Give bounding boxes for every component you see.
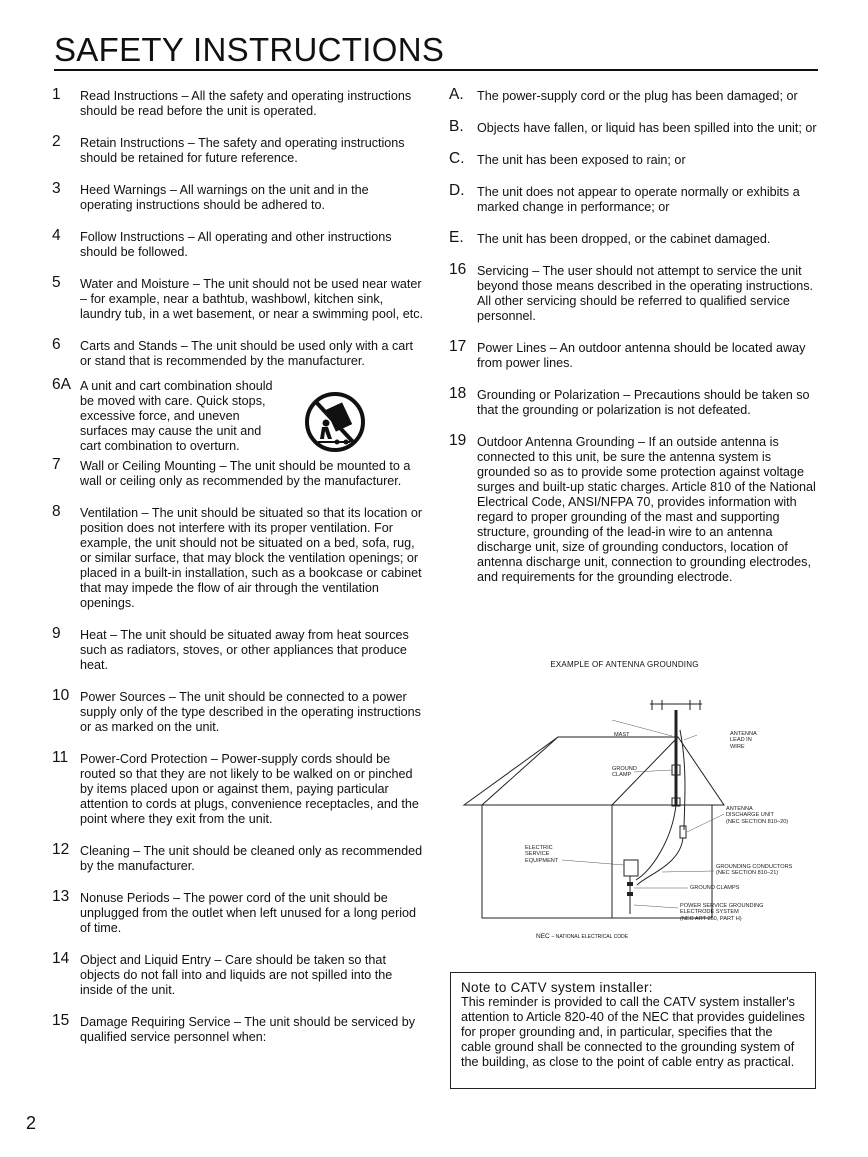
list-item — [449, 385, 821, 418]
list-item — [449, 261, 821, 324]
item-text: Servicing – The user should not attempt to service the unit beyond those means described in the operating instructions. All other servicing should be referred to qualified service personnel. — [477, 264, 814, 323]
item-text: Heed Warnings – All warnings on the unit and in the operating instructions should be adhered to. — [80, 183, 369, 212]
item-text: Ventilation – The unit should be situated so that its location or position does not interfere with its proper ventilation. For example, the unit should not be situated on a bed, sofa, rug, or similar surface, that may block the ventilation openings; or placed in a built-in installation, such as a bookcase or cabinet that may impede the flow of air through the ventilation openings. — [80, 506, 423, 610]
catv-note-box — [450, 972, 816, 1089]
item-text: Carts and Stands – The unit should be used only with a cart or stand that is recommended by the manufacturer. — [80, 339, 414, 368]
item-text: Wall or Ceiling Mounting – The unit should be mounted to a wall or ceiling only as recommended by the manufacturer. — [80, 459, 411, 488]
list-item — [449, 118, 821, 136]
item-number: 19 — [449, 432, 467, 449]
nec-legend: NEC – NATIONAL ELECTRICAL CODE — [536, 933, 629, 940]
note-title: Note to CATV system installer: — [461, 980, 653, 995]
item-number: A. — [449, 86, 464, 103]
item-text: Objects have fallen, or liquid has been spilled into the unit; or — [477, 121, 817, 135]
list-item — [52, 180, 424, 213]
antenna-grounding-diagram — [452, 660, 822, 950]
item-text: Power Sources – The unit should be connected to a power supply only of the type described in the operating instructions or as marked on the unit. — [80, 690, 421, 734]
list-item — [449, 182, 821, 215]
list-item — [449, 229, 821, 247]
diagram-title: EXAMPLE OF ANTENNA GROUNDING — [550, 660, 699, 669]
item-number: 1 — [52, 86, 61, 103]
right-column — [449, 86, 821, 602]
item-text: Retain Instructions – The safety and operating instructions should be retained for future reference. — [80, 136, 405, 165]
list-item — [52, 625, 424, 673]
item-number: 14 — [52, 950, 70, 967]
list-item — [52, 841, 424, 874]
label-ground-clamps: GROUND CLAMPS — [690, 885, 740, 891]
house-antenna-drawing — [452, 660, 822, 950]
label-grounding-conductors: GROUNDING CONDUCTORS (NEC SECTION 810–21) — [716, 864, 793, 877]
list-item — [52, 86, 424, 119]
note-body: This reminder is provided to call the CATV system installer's attention to Article 820-40 of the NEC that provides guidelines for proper grounding and, in particular, specifies that the cable ground shall be connected to the grounding system of the building, as close to the point of cable entry as practical. — [461, 995, 805, 1069]
title-rule — [54, 69, 818, 71]
list-item — [52, 503, 424, 611]
item-text: Grounding or Polarization – Precautions should be taken so that the grounding or polarization is not defeated. — [477, 388, 810, 417]
list-item — [449, 86, 821, 104]
list-item — [52, 888, 424, 936]
item-text: Damage Requiring Service – The unit should be serviced by qualified service personnel when: — [80, 1015, 416, 1044]
item-number: 4 — [52, 227, 61, 244]
item-number: 3 — [52, 180, 61, 197]
list-item — [52, 950, 424, 998]
label-mast: MAST — [614, 732, 630, 738]
item-number: 11 — [52, 749, 69, 766]
label-electric-service: ELECTRIC SERVICE EQUIPMENT — [525, 845, 559, 864]
list-item — [449, 338, 821, 371]
list-item — [449, 432, 821, 585]
item-number: 7 — [52, 456, 61, 473]
item-text: Outdoor Antenna Grounding – If an outside antenna is connected to this unit, be sure the antenna system is grounded so as to provide some protection against voltage surges and built-up static charges. Article 810 of the National Electrical Code, ANSI/NFPA 70, provides information with regard to proper grounding of the mast and supporting structure, grounding of the lead-in wire to an antenna discharge unit, size of grounding conductors, location of antenna discharge unit, connection to grounding electrodes, and requirements for the grounding electrode. — [477, 435, 816, 584]
label-power-service: POWER SERVICE GROUNDING ELECTRODE SYSTEM (NEC ART 250, PART H) — [680, 903, 764, 922]
item-number: 16 — [449, 261, 467, 278]
item-number: 5 — [52, 274, 61, 291]
item-number: B. — [449, 118, 464, 135]
item-number: 6A — [52, 376, 71, 393]
list-item — [52, 456, 424, 489]
item-text: Cleaning – The unit should be cleaned only as recommended by the manufacturer. — [80, 844, 423, 873]
item-text: Follow Instructions – All operating and other instructions should be followed. — [80, 230, 392, 259]
item-text: Power-Cord Protection – Power-supply cords should be routed so that they are not likely to be walked on or pinched by items placed upon or against them, paying particular attention to cords at plugs, convenience receptacles, and the point where they exit from the unit. — [80, 752, 419, 826]
item-text: The unit has been exposed to rain; or — [477, 153, 686, 167]
list-item — [52, 227, 424, 260]
list-item — [52, 749, 424, 827]
item-number: 9 — [52, 625, 61, 642]
list-item-cart — [52, 376, 424, 454]
left-column — [52, 86, 424, 1062]
item-number: 10 — [52, 687, 70, 704]
page-title: SAFETY INSTRUCTIONS — [54, 31, 445, 68]
list-item — [449, 150, 821, 168]
item-number: E. — [449, 229, 464, 246]
item-text: Power Lines – An outdoor antenna should be located away from power lines. — [477, 341, 806, 370]
list-item — [52, 687, 424, 735]
label-antenna-lead: ANTENNA LEAD IN WIRE — [730, 731, 757, 750]
cart-tip-over-icon — [304, 387, 366, 457]
item-number: 17 — [449, 338, 467, 355]
item-number: 6 — [52, 336, 61, 353]
item-number: D. — [449, 182, 465, 199]
item-number: 18 — [449, 385, 467, 402]
item-text: Read Instructions – All the safety and operating instructions should be read before the unit is operated. — [80, 89, 412, 118]
item-text: A unit and cart combination should be moved with care. Quick stops, excessive force, and uneven surfaces may cause the unit and cart combination to overturn. — [80, 379, 273, 453]
item-text: Heat – The unit should be situated away from heat sources such as radiators, stoves, or other appliances that produce heat. — [80, 628, 409, 672]
item-number: C. — [449, 150, 465, 167]
item-text: The power-supply cord or the plug has been damaged; or — [477, 89, 798, 103]
item-number: 13 — [52, 888, 70, 905]
item-number: 8 — [52, 503, 61, 520]
item-number: 12 — [52, 841, 70, 858]
item-text: Nonuse Periods – The power cord of the unit should be unplugged from the outlet when left unused for a long period of time. — [80, 891, 417, 935]
label-discharge-unit: ANTENNA DISCHARGE UNIT (NEC SECTION 810–20) — [726, 806, 789, 825]
label-ground-clamp: GROUND CLAMP — [612, 766, 637, 779]
item-text: Object and Liquid Entry – Care should be taken so that objects do not fall into and liquids are not spilled into the inside of the unit. — [80, 953, 393, 997]
list-item — [52, 133, 424, 166]
item-text: The unit has been dropped, or the cabinet damaged. — [477, 232, 771, 246]
item-text: The unit does not appear to operate normally or exhibits a marked change in performance; or — [477, 185, 800, 214]
list-item — [52, 336, 424, 369]
item-text: Water and Moisture – The unit should not be used near water – for example, near a bathtub, washbowl, kitchen sink, laundry tub, in a wet basement, or near a swimming pool, etc. — [80, 277, 424, 321]
list-item — [52, 274, 424, 322]
item-number: 15 — [52, 1012, 70, 1029]
list-item — [52, 1012, 424, 1045]
item-number: 2 — [52, 133, 61, 150]
page-number: 2 — [26, 1113, 37, 1133]
